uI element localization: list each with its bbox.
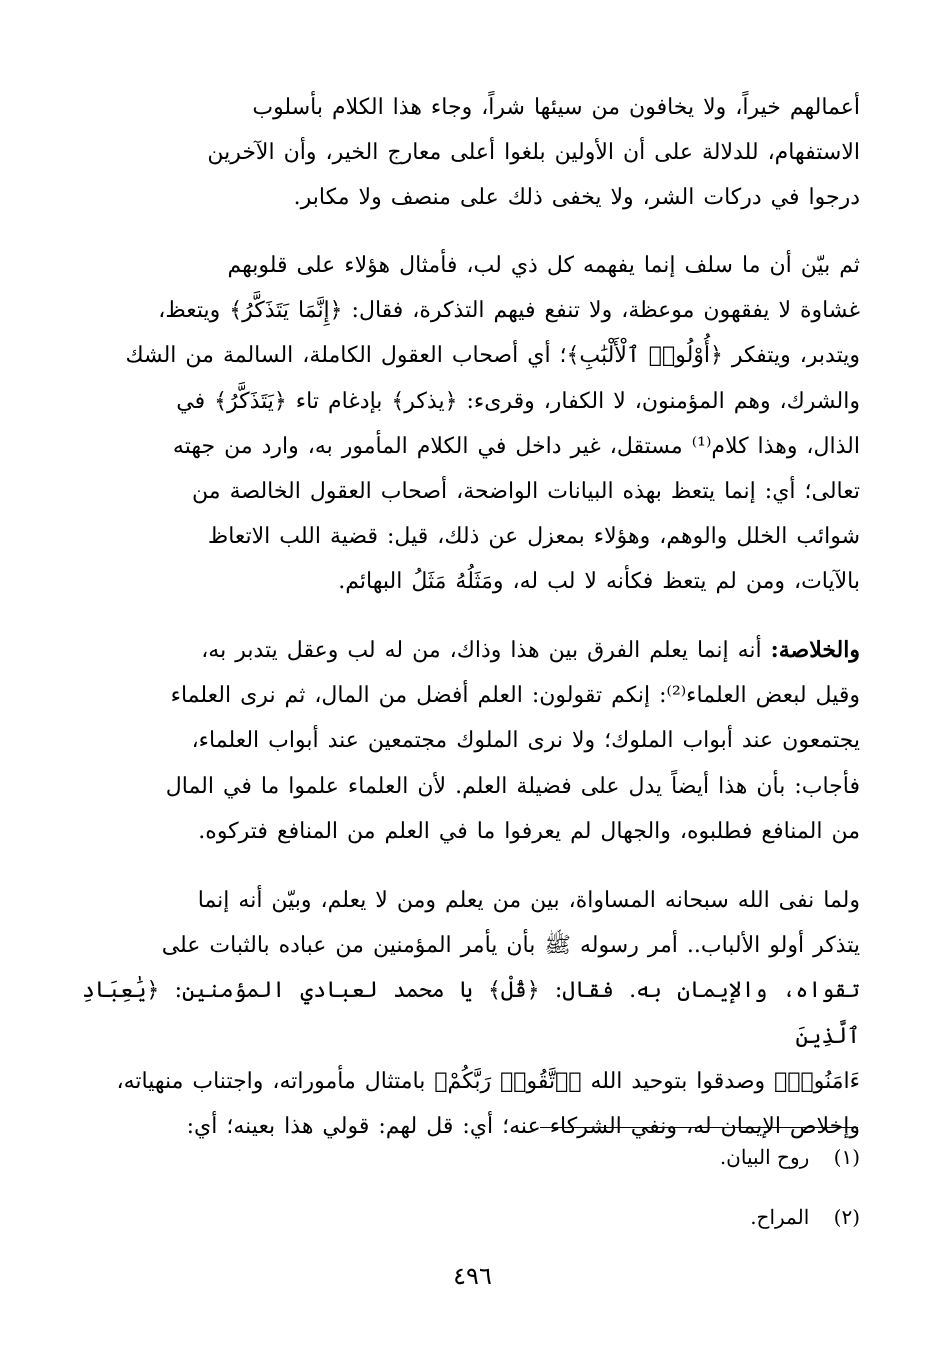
text-line: تقواه، والإيمان به. فقال: ﴿قُلْ﴾ يا محمد لعبادي المؤمنين: ﴿يَٰعِبَادِ ٱلَّذِينَ — [82, 978, 860, 1049]
footnote-text: المراح. — [750, 1205, 810, 1229]
paragraph-3-summary — [82, 628, 860, 854]
page-number: ٤٩٦ — [453, 1262, 492, 1290]
footnote-2 — [750, 1205, 860, 1229]
paragraph-4 — [82, 878, 860, 1149]
text-line — [82, 628, 860, 673]
footnote-number: (٢) — [833, 1205, 860, 1229]
footnote-1 — [720, 1145, 860, 1169]
footnote-text: روح البيان. — [719, 1145, 810, 1169]
summary-heading: والخلاصة: — [770, 637, 860, 663]
text-line: من المنافع فطلبوه، والجهال لم يعرفوا ما في العلم من المنافع فتركوه. — [198, 818, 860, 844]
text-line: الاستفهام، للدلالة على أن الأولين بلغوا أعلى معارج الخير، وأن الآخرين — [207, 140, 860, 166]
text-line-rest: أنه إنما يعلم الفرق بين هذا وذاك، من له لب وعقل يتدبر به، — [201, 638, 771, 663]
text-line: غشاوة لا يفقهون موعظة، ولا تنفع فيهم التذكرة، فقال: ﴿إِنَّمَا يَتَذَكَّرُ﴾ ويتعظ، — [158, 298, 860, 324]
text-line: تعالى؛ أي: إنما يتعظ بهذه البيانات الواضحة، أصحاب العقول الخالصة من — [192, 479, 860, 505]
paragraph-2 — [82, 243, 860, 605]
text-line: ءَامَنُوا۟﴾ وصدقوا بتوحيد الله ﴿ٱتَّقُوا۟ رَبَّكُمْ﴾ بامتثال مأموراته، واجتناب منهياته، — [116, 1068, 860, 1094]
paragraph-1 — [82, 85, 860, 221]
text-line: يجتمعون عند أبواب الملوك؛ ولا نرى الملوك مجتمعين عند أبواب العلماء، — [191, 728, 860, 754]
text-line: أعمالهم خيراً، ولا يخافون من سيئها شراً، وجاء هذا الكلام بأسلوب — [252, 95, 860, 120]
text-line: الذال، وهذا كلام⁽¹⁾ مستقل، غير داخل في الكلام المأمور به، وارد من جهته — [172, 433, 860, 459]
text-line: درجوا في دركات الشر، ولا يخفى ذلك على منصف ولا مكابر. — [293, 185, 860, 211]
text-line: والشرك، وهم المؤمنون، لا الكفار، وقرىء: ﴿يذكر﴾ بإدغام تاء ﴿يَتَذَكَّرُ﴾ في — [176, 388, 860, 414]
text-line: وقيل لبعض العلماء⁽²⁾: إنكم تقولون: العلم أفضل من المال، ثم نرى العلماء — [170, 683, 860, 709]
text-line: بالآيات، ومن لم يتعظ فكأنه لا لب له، ومَثَلُهُ مَثَلُ البهائم. — [338, 569, 860, 595]
text-line: وإخلاص الإيمان له، ونفي الشركاء عنه؛ أي: قل لهم: قولي هذا بعينه؛ أي: — [186, 1114, 860, 1140]
text-line: ولما نفى الله سبحانه المساواة، بين من يعلم ومن لا يعلم، وبيّن أنه إنما — [197, 888, 860, 913]
text-line: شوائب الخلل والوهم، وهؤلاء بمعزل عن ذلك، قيل: قضية اللب الاتعاظ — [207, 524, 860, 550]
text-line: فأجاب: بأن هذا أيضاً يدل على فضيلة العلم. لأن العلماء علموا ما في المال — [165, 773, 860, 799]
text-line: يتذكر أولو الألباب.. أمر رسوله ﷺ بأن يأمر المؤمنين من عباده بالثبات على — [161, 933, 860, 959]
footnote-divider — [540, 1127, 858, 1128]
text-line: ويتدبر، ويتفكر ﴿أُوْلُوا۟ ٱلْأَلْبَٰبِ﴾؛ أي أصحاب العقول الكاملة، السالمة من الشك — [125, 343, 860, 369]
footnote-number: (١) — [833, 1145, 860, 1169]
text-line: ثم بيّن أن ما سلف إنما يفهمه كل ذي لب، فأمثال هؤلاء على قلوبهم — [227, 253, 860, 278]
